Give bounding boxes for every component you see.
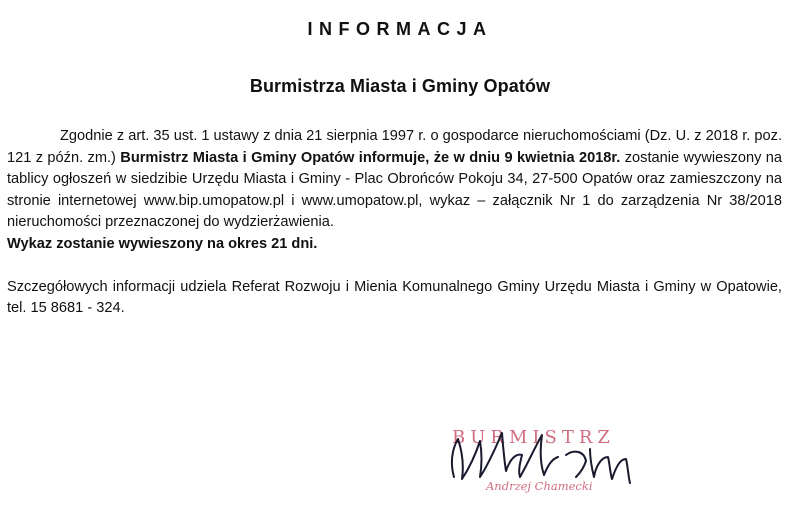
- stamp-name: Andrzej Chamecki: [486, 479, 593, 493]
- stamp-title: BURMISTRZ: [452, 427, 615, 448]
- handwritten-signature: [440, 415, 640, 515]
- paragraph-announcement: [7, 126, 782, 234]
- legal-basis-text: Zgodnie z art. 35 ust. 1 ustawy z dnia 21 sierpnia 1997 r. o gospodarce nieruchomościami (Dz. U. z 2018 r. poz. 121 z późn. zm.): [7, 128, 782, 166]
- announcement-bold-text: Burmistrz Miasta i Gminy Opatów informuje, że w dniu 9 kwietnia 2018r.: [120, 149, 621, 166]
- document-subtitle: Burmistrza Miasta i Gminy Opatów: [249, 76, 551, 96]
- signature-stamp: [440, 415, 640, 515]
- paragraph-contact: Szczegółowych informacji udziela Referat Rozwoju i Mienia Komunalnego Gminy Urzędu Miasta i Gminy w Opatowie, tel. 15 8681 - 324.: [7, 278, 782, 316]
- posting-period-text: Wykaz zostanie wywieszony na okres 21 dni.: [7, 235, 318, 252]
- document-title: INFORMACJA: [307, 19, 493, 39]
- document-body: [7, 126, 782, 320]
- announcement-details-text: zostanie wywieszony na tablicy ogłoszeń w siedzibie Urzędu Miasta i Gminy - Plac Obrońców Pokoju 34, 27-500 Opatów oraz zamieszczony na stronie internetowej www.bip.umopatow.pl i www.umopatow.pl, wykaz – załącznik Nr 1 do zarządzenia Nr 38/2018 nieruchomości przeznaczonej do wydzierżawienia.: [7, 149, 782, 230]
